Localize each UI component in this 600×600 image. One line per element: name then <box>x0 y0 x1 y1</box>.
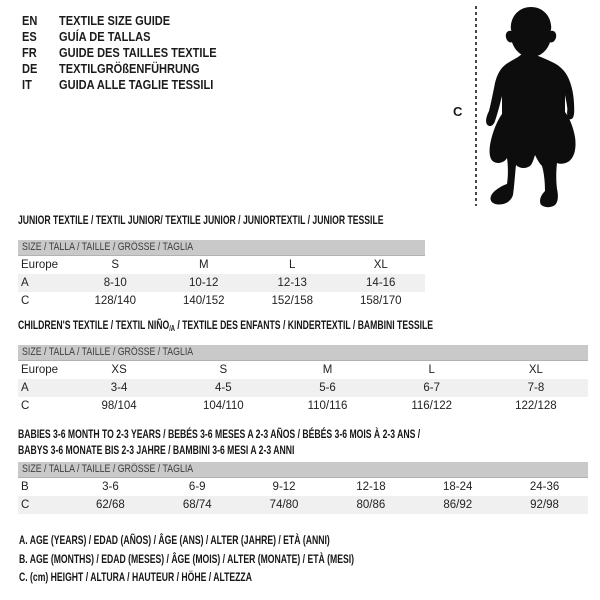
height-measure-dashed-line <box>475 6 477 206</box>
table-cell: 10-12 <box>189 277 219 289</box>
children-textile-section <box>18 319 588 415</box>
language-title: TEXTILE SIZE GUIDE <box>59 13 171 28</box>
size-header-bar <box>18 345 588 361</box>
row-label: Europe <box>21 364 59 376</box>
table-cell: 62/68 <box>96 499 125 511</box>
language-code: IT <box>22 77 32 92</box>
section-title: CHILDREN'S TEXTILE / TEXTIL $NIÑO_{/A}$ / TEXTILE DES ENFANTS / KINDERTEXTIL / BAMBINI TESSILE <box>18 318 434 333</box>
table-cell: 12-18 <box>356 481 386 493</box>
size-header-bar <box>18 462 588 478</box>
table-cell: 14-16 <box>366 277 396 289</box>
language-title: GUIDE DES TAILLES TEXTILE <box>59 45 217 60</box>
table-cell: 68/74 <box>182 499 212 511</box>
language-row <box>22 29 244 45</box>
row-label: A <box>21 382 29 394</box>
junior-textile-section <box>18 214 425 310</box>
language-header <box>22 13 244 93</box>
table-cell: XL <box>373 259 388 271</box>
size-header-label: SIZE / TALLA / TAILLE / GRÖSSE / TAGLIA <box>22 463 194 475</box>
table-cell: 3-4 <box>110 382 128 394</box>
table-cell: 80/86 <box>356 499 386 511</box>
row-label: A <box>21 277 29 289</box>
row-label: C <box>21 499 30 511</box>
table-cell: 152/158 <box>271 295 314 307</box>
table-cell: M <box>322 364 333 376</box>
size-header-bar <box>18 240 425 256</box>
table-row <box>18 292 425 310</box>
section-title-line2: BABYS 3-6 MONATE BIS 2-3 JAHRE / BAMBINI 3-6 MESI A 2-3 ANNI <box>18 443 295 457</box>
table-cell: 4-5 <box>214 382 232 394</box>
table-cell: 92/98 <box>530 499 559 511</box>
table-row <box>18 478 588 496</box>
table-row <box>18 496 588 514</box>
table-cell: 6-9 <box>188 481 206 493</box>
language-title: GUÍA DE TALLAS <box>59 29 151 44</box>
language-title: GUIDA ALLE TAGLIE TESSILI <box>59 77 214 92</box>
language-title: TEXTILGRÖßENFÜHRUNG <box>59 61 200 76</box>
table-cell: 12-13 <box>277 277 307 289</box>
language-row <box>22 77 244 93</box>
table-cell: 104/110 <box>202 400 244 412</box>
table-cell: 9-12 <box>272 481 296 493</box>
height-measure-label: C <box>453 104 463 119</box>
table-cell: 86/92 <box>443 499 473 511</box>
table-cell: 7-8 <box>527 382 545 394</box>
row-label: Europe <box>21 259 59 271</box>
table-cell: 6-7 <box>423 382 441 394</box>
table-cell: XL <box>528 364 543 376</box>
table-cell: M <box>198 259 209 271</box>
footnote-b: B. AGE (MONTHS) / EDAD (MESES) / ÂGE (MOIS) / ALTER (MONATE) / ETÀ (MESI) <box>19 551 355 566</box>
table-row <box>18 274 425 292</box>
table-cell: 74/80 <box>269 499 299 511</box>
table-cell: 98/104 <box>101 400 137 412</box>
section-title-text: JUNIOR TEXTILE / TEXTIL JUNIOR/ TEXTILE JUNIOR / JUNIORTEXTIL / JUNIOR TESSILE <box>18 213 384 227</box>
language-code: DE <box>22 61 38 76</box>
table-row <box>18 361 588 379</box>
table-cell: S <box>219 364 228 376</box>
table-cell: XS <box>111 364 127 376</box>
table-cell: 18-24 <box>443 481 473 493</box>
section-title-text: BABIES 3-6 MONTH TO 2-3 YEARS / BEBÉS 3-6 MESES A 2-3 AÑOS / BÉBÉS 3-6 MOIS À 2-3 ANS / <box>18 427 421 441</box>
table-row <box>18 256 425 274</box>
size-header-label: SIZE / TALLA / TAILLE / GRÖSSE / TAGLIA <box>22 346 194 358</box>
section-title-text: CHILDREN'S TEXTILE / TEXTIL NIÑO <box>18 318 170 332</box>
table-row <box>18 379 588 397</box>
table-cell: 140/152 <box>182 295 225 307</box>
section-title <box>18 214 425 227</box>
table-cell: 158/170 <box>359 295 402 307</box>
table-cell: 8-10 <box>103 277 127 289</box>
language-code: ES <box>22 29 37 44</box>
table-row <box>18 397 588 415</box>
table-cell: 128/140 <box>94 295 137 307</box>
row-label: C <box>21 400 30 412</box>
table-cell: 116/122 <box>411 400 453 412</box>
language-row <box>22 45 244 61</box>
table-cell: 24-36 <box>529 481 560 493</box>
language-code: EN <box>22 13 38 28</box>
section-title <box>18 426 588 442</box>
table-cell: L <box>289 259 296 271</box>
footnotes <box>19 531 484 587</box>
footnote-c: C. (cm) HEIGHT / ALTURA / HAUTEUR / HÖHE / ALTEZZA <box>19 570 252 585</box>
toddler-silhouette-image <box>478 5 588 215</box>
table-cell: 5-6 <box>319 382 336 394</box>
babies-textile-section <box>18 426 588 514</box>
footnote-a: A. AGE (YEARS) / EDAD (AÑOS) / ÂGE (ANS) / ALTER (JAHRE) / ETÀ (ANNI) <box>19 533 330 547</box>
table-cell: L <box>428 364 435 376</box>
table-cell: 110/116 <box>307 400 348 412</box>
row-label: B <box>21 481 29 493</box>
size-header-label: SIZE / TALLA / TAILLE / GRÖSSE / TAGLIA <box>22 241 194 253</box>
row-label: C <box>21 295 30 307</box>
table-cell: 3-6 <box>102 481 119 493</box>
language-row <box>22 13 244 29</box>
table-cell: S <box>111 259 120 271</box>
table-cell: 122/128 <box>515 400 557 412</box>
language-row <box>22 61 244 77</box>
language-code: FR <box>22 45 37 60</box>
